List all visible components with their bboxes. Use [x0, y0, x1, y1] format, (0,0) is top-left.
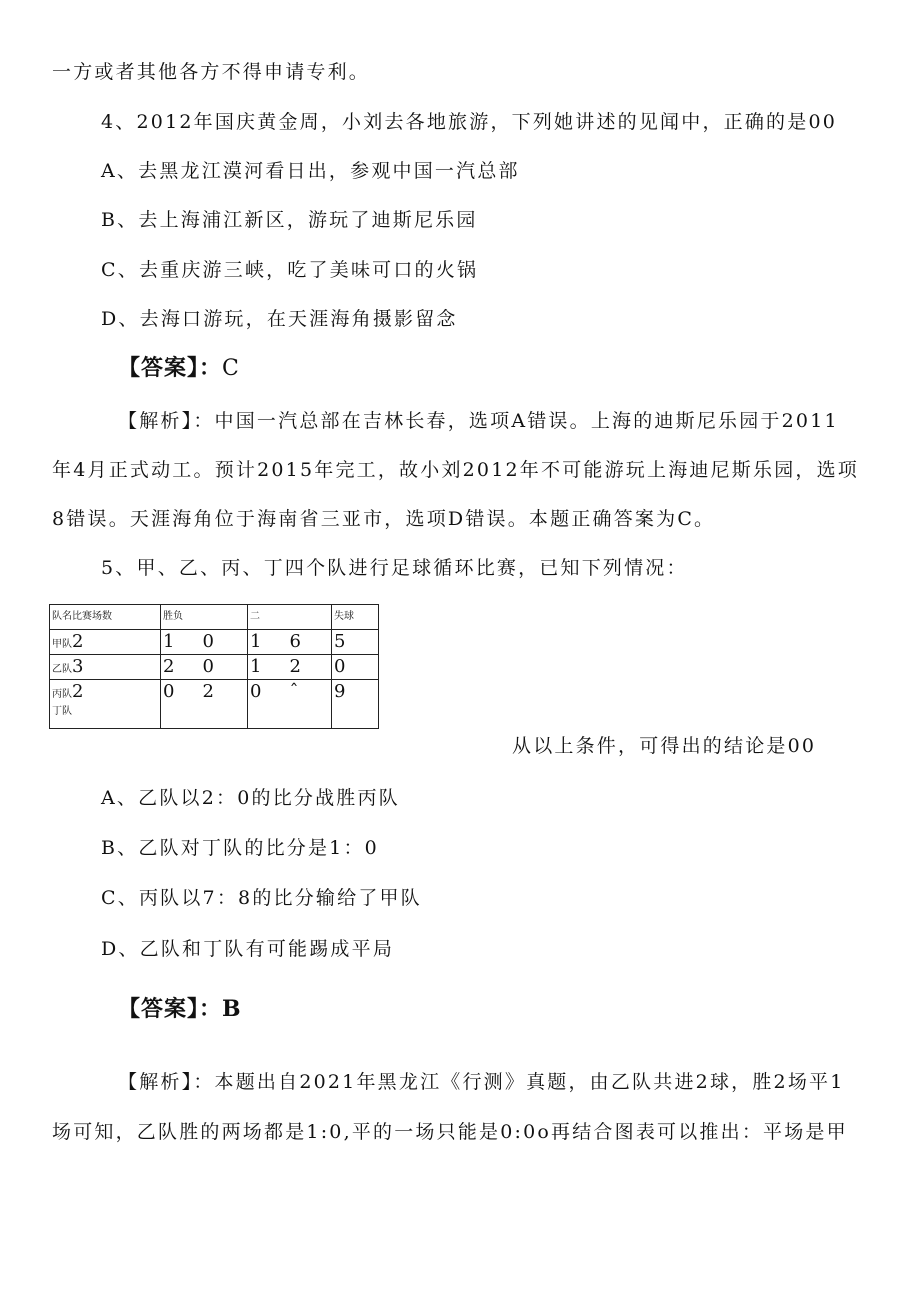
- games-count: 3: [72, 656, 84, 677]
- option-b: B、乙队对丁队的比分是1：0: [101, 837, 379, 859]
- table-header-cell: 队名比赛场数: [50, 605, 161, 630]
- answer-4: [118, 355, 240, 383]
- table-cell: [248, 630, 332, 655]
- cell-value: ˆ: [289, 681, 299, 702]
- team-name: 丁队: [52, 706, 72, 717]
- table-row: [50, 630, 379, 655]
- option-c: C、去重庆游三峡，吃了美味可口的火锅: [101, 259, 479, 281]
- answer-label: 【答案】：: [118, 356, 223, 381]
- text-line: 一方或者其他各方不得申请专利。: [52, 61, 371, 83]
- answer-value: C: [222, 356, 240, 381]
- cell-value: 2: [202, 681, 214, 702]
- team-name: 甲队: [52, 639, 72, 650]
- games-count: 2: [72, 631, 84, 652]
- answer-5: [118, 995, 242, 1024]
- table-cell: [50, 680, 161, 729]
- answer-label: 【答案】：: [118, 997, 223, 1022]
- explanation-label: 【解析】: [118, 1071, 194, 1093]
- table-cell: [248, 680, 332, 729]
- explanation-4-line1: [118, 408, 839, 434]
- explanation-5-line2: 场可知，乙队胜的两场都是1:0,平的一场只能是0:0o再结合图表可以推出：平场是甲: [52, 1121, 848, 1143]
- option-a: A、乙队以2：0的比分战胜丙队: [101, 787, 400, 809]
- table-cell: [50, 655, 161, 680]
- question-5: 5、甲、乙、丙、丁四个队进行足球循环比赛，已知下列情况：: [101, 557, 688, 579]
- games-count: 2: [72, 681, 84, 702]
- table-header-cell: 失球: [332, 605, 379, 630]
- table-row: [50, 680, 379, 729]
- goals-lost: 9: [334, 681, 346, 702]
- table-header-cell: 胜负: [161, 605, 248, 630]
- explanation-4-line3: 8错误。天涯海角位于海南省三亚市，选项D错误。本题正确答案为C。: [52, 508, 716, 530]
- table-cell: [248, 655, 332, 680]
- cell-value: 6: [289, 631, 301, 652]
- cell-value: 1: [250, 631, 262, 652]
- option-c: C、丙队以7：8的比分输给了甲队: [101, 887, 422, 909]
- table-cell: [161, 630, 248, 655]
- explanation-text: ：本题出自2021年黑龙江《行测》真题，由乙队共进2球，胜2场平1: [193, 1071, 845, 1093]
- cell-value: 1: [163, 631, 175, 652]
- team-name: 丙队: [52, 689, 72, 700]
- option-a: A、去黑龙江漠河看日出，参观中国一汽总部: [101, 160, 520, 182]
- option-d: D、乙队和丁队有可能踢成平局: [101, 938, 395, 960]
- score-table: [49, 604, 379, 729]
- option-d: D、去海口游玩，在天涯海角摄影留念: [101, 308, 458, 330]
- table-header-row: [50, 605, 379, 630]
- cell-value: 0: [163, 681, 175, 702]
- explanation-label: 【解析】: [118, 410, 194, 432]
- explanation-4-line2: 年4月正式动工。预计2015年完工，故小刘2012年不可能游玩上海迪尼斯乐园，选项: [52, 459, 859, 481]
- table-cell: [50, 630, 161, 655]
- cell-value: 2: [163, 656, 175, 677]
- conclusion-prompt: 从以上条件，可得出的结论是00: [512, 735, 817, 757]
- table-row: [50, 655, 379, 680]
- option-b: B、去上海浦江新区，游玩了迪斯尼乐园: [101, 209, 478, 231]
- explanation-text: ：中国一汽总部在吉林长春，选项A错误。上海的迪斯尼乐园于2011: [193, 410, 839, 432]
- cell-value: 1: [250, 656, 262, 677]
- cell-value: 0: [202, 631, 214, 652]
- cell-value: 2: [289, 656, 301, 677]
- table-cell: [332, 630, 379, 655]
- table-cell: [161, 680, 248, 729]
- goals-lost: 5: [334, 631, 346, 652]
- team-name: 乙队: [52, 664, 72, 675]
- table-cell: [161, 655, 248, 680]
- answer-value: B: [222, 996, 242, 1022]
- cell-value: 0: [250, 681, 262, 702]
- goals-lost: 0: [334, 656, 346, 677]
- question-4: 4、2012年国庆黄金周，小刘去各地旅游，下列她讲述的见闻中，正确的是00: [101, 111, 838, 133]
- cell-value: 0: [202, 656, 214, 677]
- table-cell: [332, 655, 379, 680]
- table-cell: [332, 680, 379, 729]
- explanation-5-line1: [118, 1069, 845, 1095]
- table-header-cell: 二: [248, 605, 332, 630]
